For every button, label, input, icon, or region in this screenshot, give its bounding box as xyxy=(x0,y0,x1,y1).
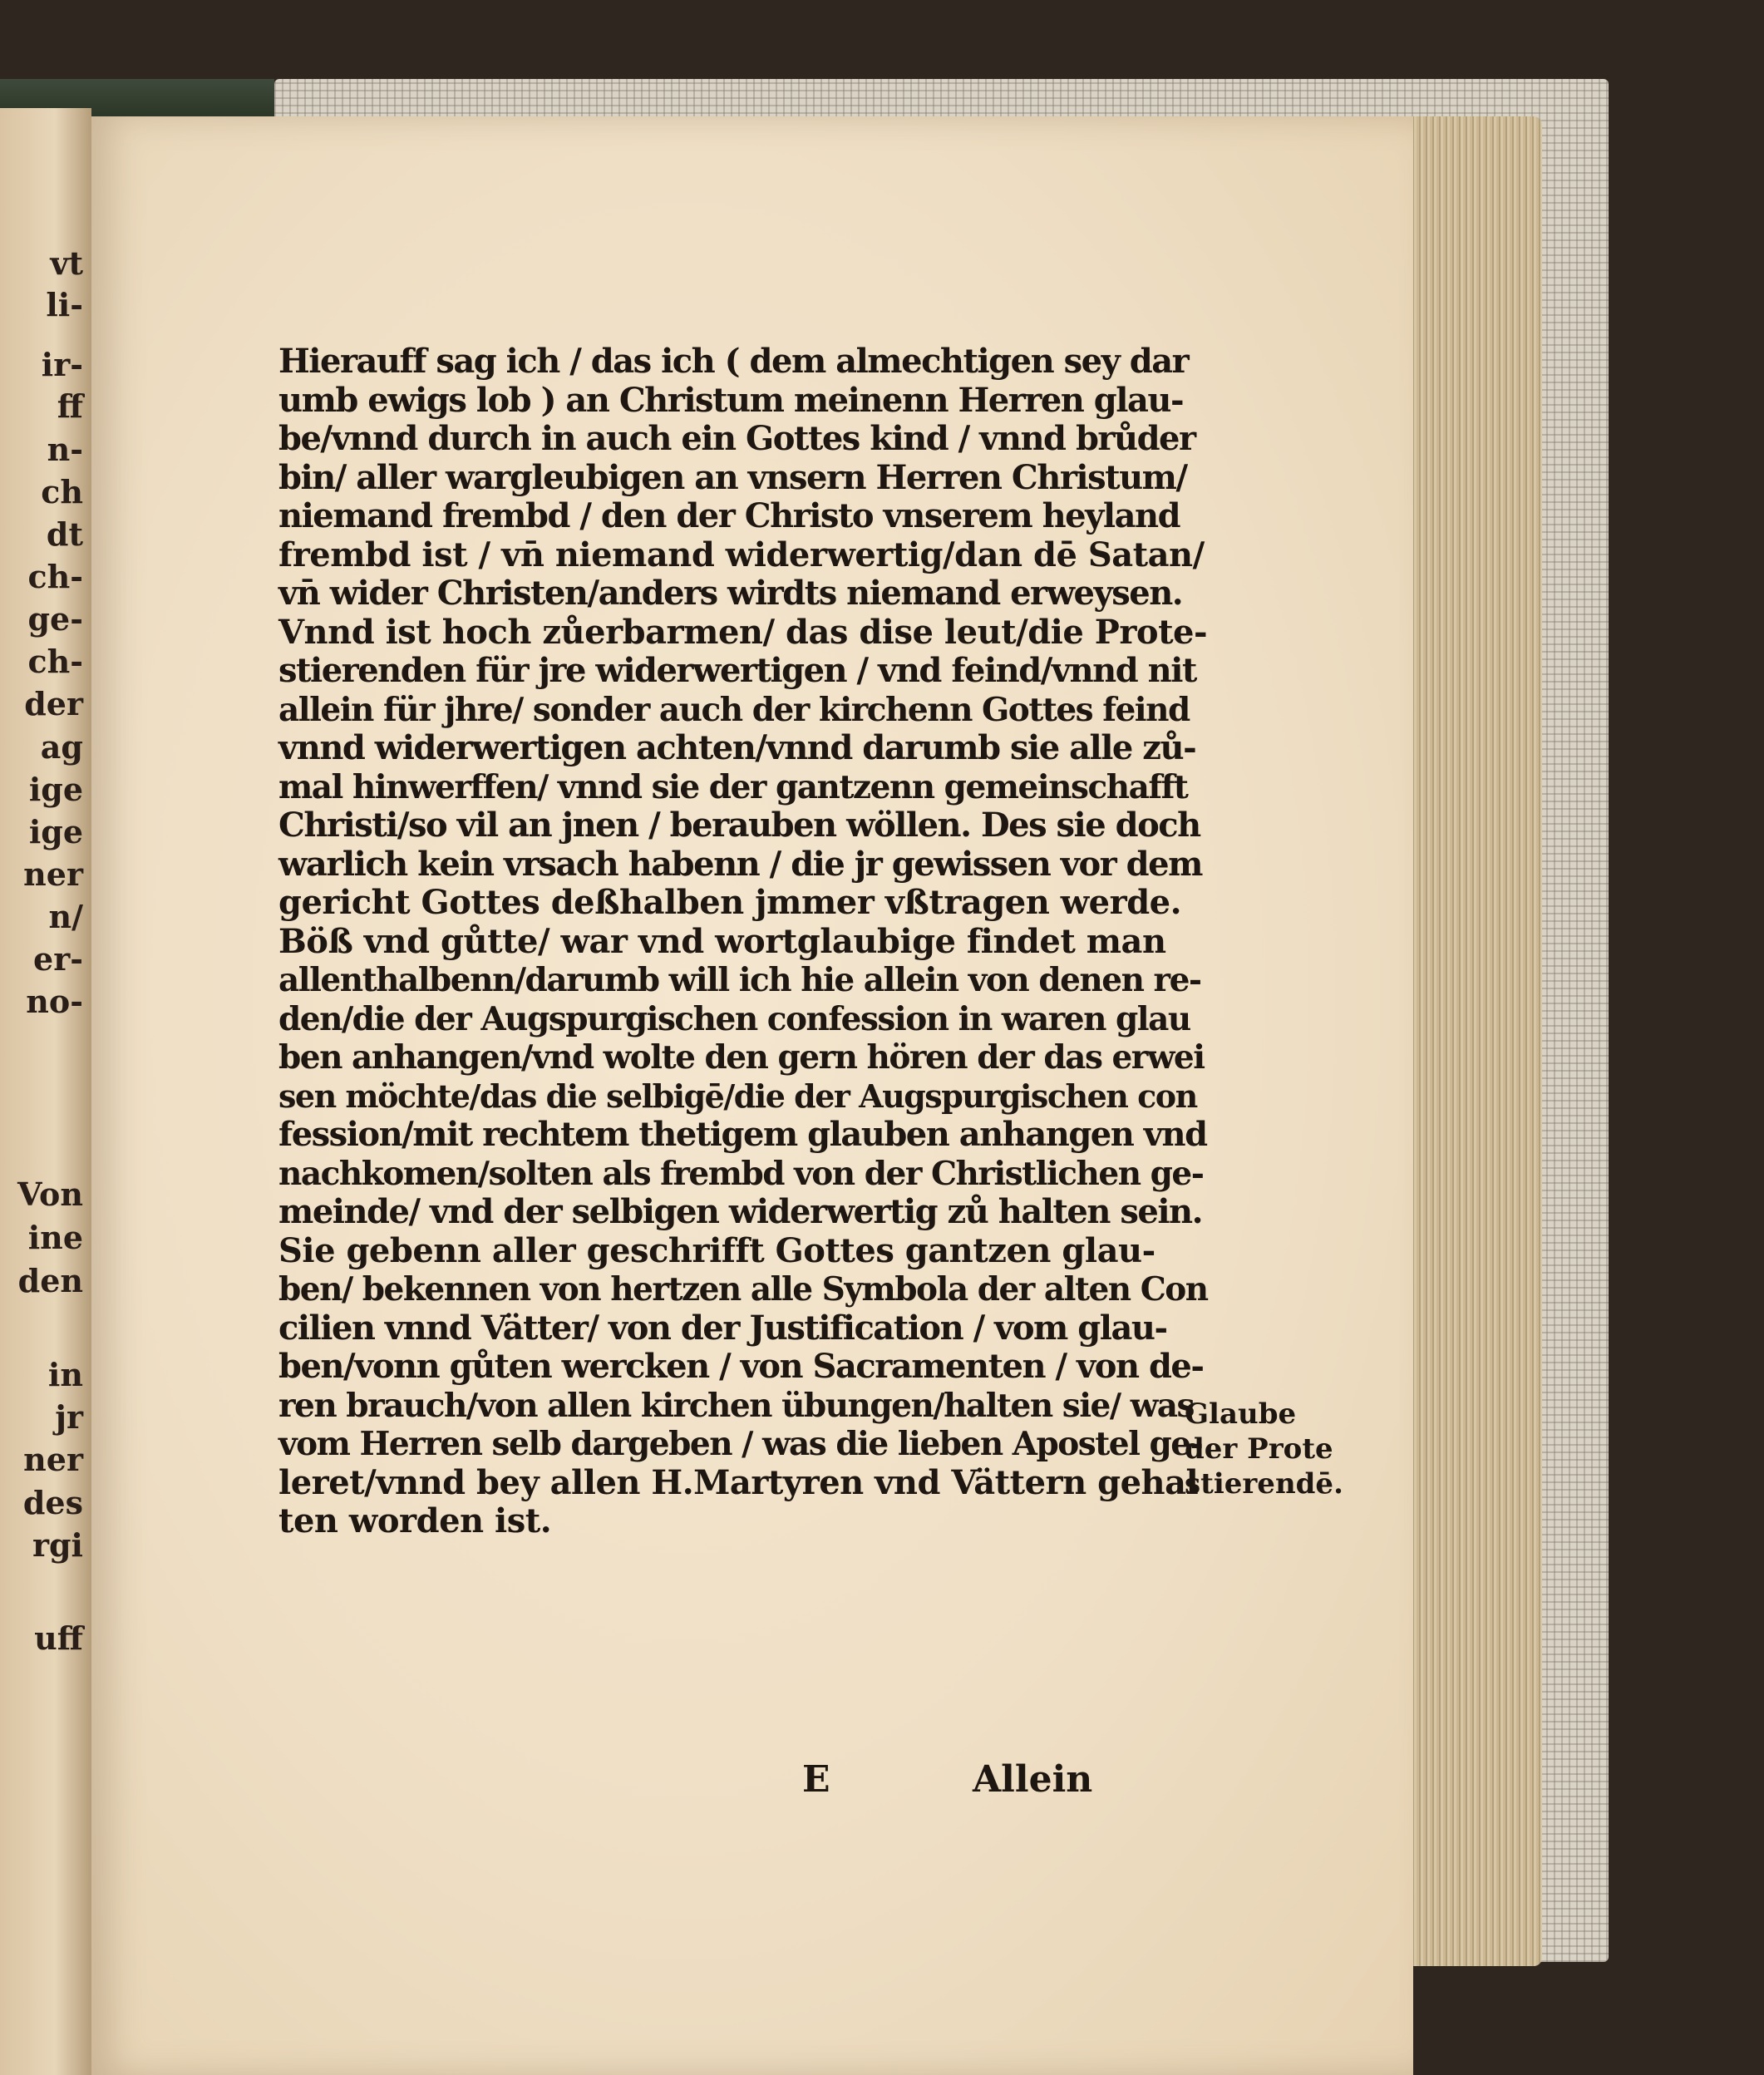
marginal-note-line: der Prote xyxy=(1185,1432,1333,1466)
left-fragment: ff xyxy=(57,387,83,425)
text-line: ben/ bekennen von hertzen alle Symbola der alten Con xyxy=(278,1270,1208,1309)
left-page-edge xyxy=(0,108,91,2075)
left-fragment: des xyxy=(22,1484,83,1521)
text-line: ben/vonn gůten wercken / von Sacramenten / von de- xyxy=(278,1347,1204,1386)
left-fragment: n/ xyxy=(48,898,83,935)
left-fragment: ige xyxy=(28,813,83,850)
text-line: niemand frembd / den der Christo vnserem heyland xyxy=(278,496,1180,535)
text-line: stierenden für jre widerwertigen / vnd feind/vnnd nit xyxy=(278,651,1196,690)
text-line: frembd ist / vn̄ niemand widerwertig/dan dē Satan/ xyxy=(278,535,1205,574)
left-fragment: rgi xyxy=(32,1526,83,1564)
left-fragment: ch xyxy=(41,473,83,510)
left-fragment: den xyxy=(17,1262,83,1299)
text-line: allein für jhre/ sonder auch der kirchenn Gottes feind xyxy=(278,690,1190,729)
left-fragment: Von xyxy=(17,1176,83,1213)
left-fragment: ner xyxy=(23,855,83,893)
text-line: allenthalbenn/darumb will ich hie allein von denen re- xyxy=(278,961,1201,999)
left-fragment: no- xyxy=(26,983,83,1020)
catchword: Allein xyxy=(973,1758,1093,1801)
left-fragment: er- xyxy=(33,940,83,978)
left-fragment: uff xyxy=(34,1619,83,1657)
text-line: cilien vnnd Vätter/ von der Justification / vom glau- xyxy=(278,1308,1167,1348)
text-line: gericht Gottes deßhalben jmmer vßtragen werde. xyxy=(278,883,1182,922)
text-line: ben anhangen/vnd wolte den gern hören der das erwei xyxy=(278,1038,1205,1077)
text-line: meinde/ vnd der selbigen widerwertig zů halten sein. xyxy=(278,1192,1203,1231)
text-line: ten worden ist. xyxy=(278,1501,552,1540)
signature-mark: E xyxy=(802,1758,830,1801)
left-fragment: ge- xyxy=(27,600,83,638)
text-line: ren brauch/von allen kirchen übungen/halten sie/ was xyxy=(278,1386,1194,1425)
left-fragment: ch- xyxy=(27,558,83,595)
marginal-note xyxy=(1185,1397,1351,1501)
text-line: bin/ aller wargleubigen an vnsern Herren Christum/ xyxy=(278,457,1187,497)
left-fragment: ir- xyxy=(41,346,83,383)
text-line: Vnnd ist hoch zůerbarmen/ das dise leut/die Prote- xyxy=(278,612,1208,652)
left-fragment: ige xyxy=(28,771,83,808)
text-line: sen möchte/das die selbigē/die der Augspurgischen con xyxy=(278,1077,1197,1115)
left-fragment: n- xyxy=(47,431,83,468)
text-line: Christi/so vil an jnen / berauben wöllen. Des sie doch xyxy=(278,806,1200,845)
text-line: fession/mit rechtem thetigem glauben anhangen vnd xyxy=(278,1115,1207,1154)
left-fragment: vt xyxy=(50,244,83,282)
text-line: umb ewigs lob ) an Christum meinenn Herren glau- xyxy=(278,380,1184,420)
left-fragment: li- xyxy=(46,286,83,323)
text-line: warlich kein vrsach habenn / die jr gewissen vor dem xyxy=(278,844,1202,884)
left-fragment: der xyxy=(24,685,83,722)
left-fragment: ner xyxy=(23,1441,83,1478)
page-edges xyxy=(1397,116,1542,1966)
left-fragment: ag xyxy=(40,728,83,766)
text-line: vn̄ wider Christen/anders wirdts niemand erweysen. xyxy=(278,574,1183,613)
left-fragment: ch- xyxy=(27,643,83,680)
body-text xyxy=(278,343,1210,1541)
left-fragment: ine xyxy=(27,1219,83,1256)
text-line: Böß vnd gůtte/ war vnd wortglaubige findet man xyxy=(278,921,1166,961)
marginal-note-line: Glaube xyxy=(1185,1397,1297,1431)
text-line: vnnd widerwertigen achten/vnnd darumb sie alle zů- xyxy=(278,728,1196,767)
left-fragment: in xyxy=(47,1356,83,1393)
text-line: vom Herren selb dargeben / was die lieben Apostel ge- xyxy=(278,1425,1203,1463)
text-line: den/die der Augspurgischen confession in waren glau xyxy=(278,999,1190,1038)
text-line: leret/vnnd bey allen H.Martyren vnd Vättern gehal xyxy=(278,1462,1199,1502)
text-line: Sie gebenn aller geschrifft Gottes gantzen glau- xyxy=(278,1230,1155,1270)
book-page xyxy=(91,116,1413,2075)
text-line: nachkomen/solten als frembd von der Christlichen ge- xyxy=(278,1154,1204,1193)
text-line: be/vnnd durch in auch ein Gottes kind / vnnd brůder xyxy=(278,419,1195,458)
text-line: mal hinwerffen/ vnnd sie der gantzenn gemeinschafft xyxy=(278,767,1188,806)
marginal-note-line: stierendē. xyxy=(1185,1467,1343,1501)
left-fragment: dt xyxy=(46,515,83,553)
left-fragment: jr xyxy=(55,1398,83,1436)
text-line: Hierauff sag ich / das ich ( dem almechtigen sey dar xyxy=(278,342,1189,381)
